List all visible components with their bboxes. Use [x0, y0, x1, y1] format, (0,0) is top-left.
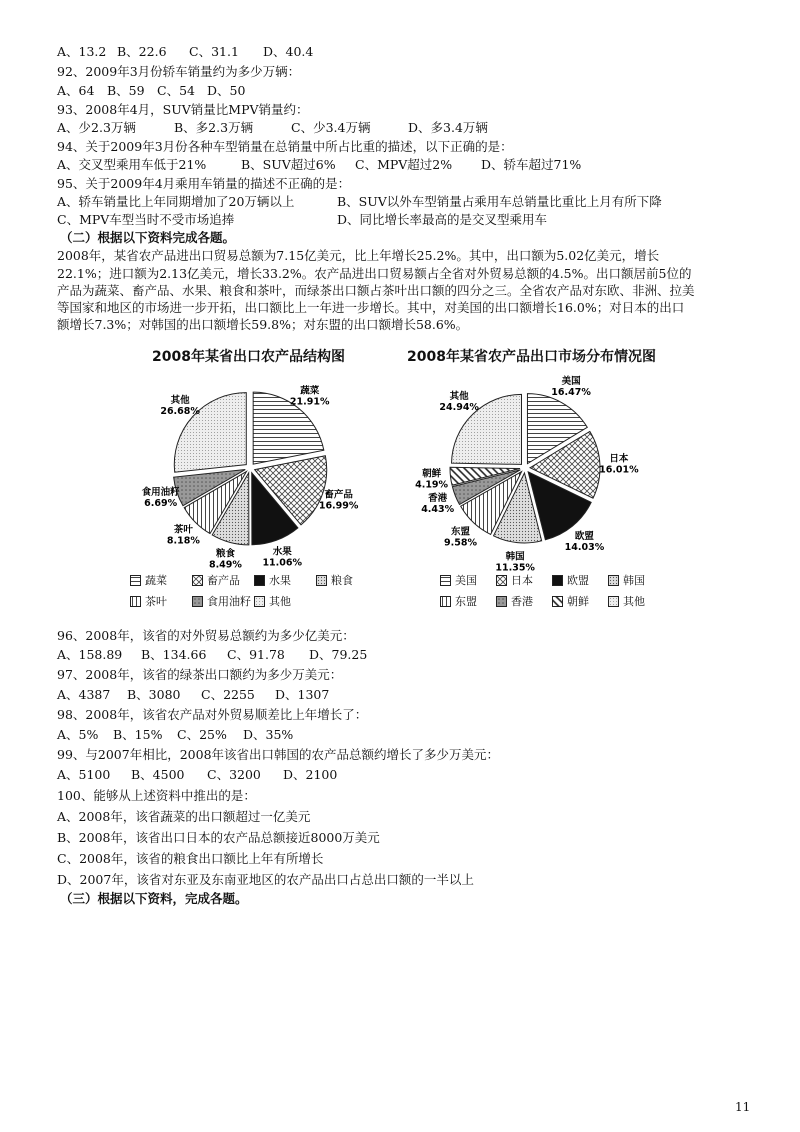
passage-line: 产品为蔬菜、畜产品、水果、粮食和茶叶，而绿茶出口额占茶叶出口额的四分之三。全省农产品对东欧、非洲、拉美 — [57, 283, 695, 298]
option: B、多2.3万辆 — [174, 120, 254, 135]
legend-label: 茶叶 — [145, 595, 167, 608]
legend-swatch — [440, 575, 451, 586]
chart-title: 2008年某省农产品出口市场分布情况图 — [407, 349, 656, 365]
slice-value-label: 6.69% — [144, 498, 178, 510]
legend-swatch — [130, 575, 141, 586]
option: C、25% — [177, 727, 227, 742]
slice-category-label: 欧盟 — [574, 530, 594, 542]
legend-item — [440, 572, 477, 588]
product-structure-pie-chart — [120, 368, 400, 578]
legend-label: 朝鲜 — [567, 595, 589, 608]
legend-swatch — [254, 596, 265, 607]
slice-value-label: 4.19% — [415, 479, 449, 491]
option: C、2255 — [201, 687, 255, 702]
legend-item — [496, 572, 533, 588]
option: B、2008年，该省出口日本的农产品总额接近8000万美元 — [57, 830, 380, 845]
slice-value-label: 11.35% — [495, 562, 535, 574]
slice-category-label: 粮食 — [215, 548, 235, 560]
slice-value-label: 16.47% — [551, 387, 591, 399]
option: B、15% — [113, 727, 163, 742]
option: D、40.4 — [263, 44, 314, 59]
passage-line: 22.1%；进口额为2.13亿美元，增长33.2%。农产品进出口贸易额占全省对外贸易总额的4.5%。出口额居前5位的 — [57, 266, 692, 281]
option: C、少3.4万辆 — [291, 120, 371, 135]
legend-label: 东盟 — [455, 595, 477, 608]
option: D、同比增长率最高的是交叉型乘用车 — [337, 212, 548, 227]
option: A、交叉型乘用车低于21% — [57, 157, 207, 172]
option: B、22.6 — [117, 44, 167, 59]
option: C、2008年，该省的粮食出口额比上年有所增长 — [57, 851, 324, 866]
legend-swatch — [440, 596, 451, 607]
question-92: 92、2009年3月份轿车销量约为多少万辆： — [57, 64, 301, 79]
option: A、64 — [57, 83, 95, 98]
option: B、134.66 — [141, 647, 207, 662]
legend-item — [316, 572, 353, 588]
legend-swatch — [608, 596, 619, 607]
chart-title: 2008年某省出口农产品结构图 — [152, 349, 345, 365]
option: A、5100 — [57, 767, 111, 782]
option: C、3200 — [207, 767, 261, 782]
section-heading-2: （二）根据以下资料完成各题。 — [60, 230, 236, 245]
slice-value-label: 26.68% — [160, 406, 200, 418]
chart-legend — [440, 572, 670, 612]
option: B、SUV超过6% — [241, 157, 336, 172]
slice-value-label: 16.99% — [318, 500, 359, 512]
legend-item — [552, 593, 589, 609]
q95-options-row1 — [57, 194, 662, 210]
legend-item — [254, 593, 291, 609]
slice-category-label: 畜产品 — [324, 489, 353, 501]
slice-category-label: 东盟 — [451, 526, 471, 538]
legend-swatch — [192, 575, 203, 586]
slice-category-label: 其他 — [170, 395, 190, 407]
legend-label: 水果 — [269, 574, 291, 587]
slice-value-label: 8.49% — [208, 559, 242, 571]
legend-swatch — [552, 596, 563, 607]
option: A、4387 — [57, 687, 111, 702]
slice-value-label: 11.06% — [262, 557, 303, 569]
slice-value-label: 16.01% — [599, 464, 639, 476]
legend-label: 蔬菜 — [145, 574, 167, 587]
slice-value-label: 24.94% — [439, 401, 479, 413]
legend-label: 食用油籽 — [207, 595, 251, 608]
option: C、54 — [157, 83, 195, 98]
passage-line: 额增长7.3%；对韩国的出口额增长59.8%；对东盟的出口额增长58.6%。 — [57, 317, 469, 332]
legend-label: 日本 — [511, 574, 533, 587]
legend-swatch — [130, 596, 141, 607]
legend-label: 韩国 — [623, 574, 645, 587]
legend-label: 其他 — [623, 595, 645, 608]
q96-options — [57, 647, 367, 663]
option: D、多3.4万辆 — [408, 120, 488, 135]
option: C、MPV车型当时不受市场追捧 — [57, 212, 235, 227]
slice-category-label: 水果 — [272, 546, 292, 558]
option: D、35% — [243, 727, 294, 742]
q98-options — [57, 727, 293, 743]
legend-swatch — [496, 596, 507, 607]
legend-label: 香港 — [511, 595, 533, 608]
option: D、79.25 — [309, 647, 368, 662]
slice-category-label: 韩国 — [505, 551, 525, 563]
option: D、2100 — [283, 767, 338, 782]
q94-options — [57, 157, 581, 173]
legend-label: 畜产品 — [207, 574, 240, 587]
slice-value-label: 21.91% — [289, 396, 330, 408]
legend-label: 粮食 — [331, 574, 353, 587]
legend-swatch — [608, 575, 619, 586]
q91-options — [57, 44, 313, 60]
legend-item — [440, 593, 477, 609]
legend-item — [608, 593, 645, 609]
question-96: 96、2008年，该省的对外贸易总额约为多少亿美元： — [57, 628, 355, 643]
slice-category-label: 蔬菜 — [300, 385, 320, 397]
legend-swatch — [496, 575, 507, 586]
option: C、31.1 — [189, 44, 239, 59]
section-heading-3: （三）根据以下资料，完成各题。 — [60, 891, 248, 906]
slice-value-label: 8.18% — [166, 535, 200, 547]
question-97: 97、2008年，该省的绿茶出口额约为多少万美元： — [57, 667, 343, 682]
option: D、轿车超过71% — [481, 157, 582, 172]
option: A、158.89 — [57, 647, 123, 662]
legend-item — [552, 572, 589, 588]
q99-options — [57, 767, 337, 783]
option: B、59 — [107, 83, 145, 98]
slice-value-label: 4.43% — [421, 503, 455, 515]
question-98: 98、2008年，该省农产品对外贸易顺差比上年增长了： — [57, 707, 368, 722]
option: B、3080 — [127, 687, 181, 702]
option: A、轿车销量比上年同期增加了20万辆以上 — [57, 194, 295, 209]
legend-item — [496, 593, 533, 609]
question-99: 99、与2007年相比，2008年该省出口韩国的农产品总额约增长了多少万美元： — [57, 747, 500, 762]
slice-category-label: 朝鲜 — [422, 468, 442, 480]
page-number: 11 — [735, 1100, 751, 1114]
option: A、13.2 — [57, 44, 107, 59]
option: A、5% — [57, 727, 99, 742]
option: D、2007年，该省对东亚及东南亚地区的农产品出口占总出口额的一半以上 — [57, 872, 474, 887]
export-market-pie-chart — [410, 368, 690, 578]
question-95: 95、关于2009年4月乘用车销量的描述不正确的是： — [57, 176, 351, 191]
passage-line: 2008年，某省农产品进出口贸易总额为7.15亿美元，比上年增长25.2%。其中，出口额为5.02亿美元，增长 — [57, 248, 660, 263]
passage-line: 等国家和地区的市场进一步开拓，出口额比上一年进一步增长。其中，对美国的出口额增长16.0%；对日本的出口 — [57, 300, 685, 315]
legend-item — [254, 572, 291, 588]
question-93: 93、2008年4月，SUV销量比MPV销量约： — [57, 102, 309, 117]
slice-value-label: 9.58% — [444, 537, 478, 549]
legend-label: 其他 — [269, 595, 291, 608]
option: B、SUV以外车型销量占乘用车总销量比重比上月有所下降 — [337, 194, 662, 209]
legend-swatch — [316, 575, 327, 586]
slice-category-label: 香港 — [428, 492, 448, 504]
legend-swatch — [552, 575, 563, 586]
option: C、MPV超过2% — [355, 157, 453, 172]
slice-category-label: 食用油籽 — [141, 487, 180, 499]
option: C、91.78 — [227, 647, 285, 662]
option: A、少2.3万辆 — [57, 120, 136, 135]
q95-options-row2 — [57, 212, 547, 228]
legend-item — [130, 572, 167, 588]
question-94: 94、关于2009年3月份各种车型销量在总销量中所占比重的描述，以下正确的是： — [57, 139, 513, 154]
question-100: 100、能够从上述资料中推出的是： — [57, 788, 256, 803]
legend-swatch — [254, 575, 265, 586]
slice-value-label: 14.03% — [564, 541, 605, 553]
slice-category-label: 日本 — [609, 453, 629, 465]
option: A、2008年，该省蔬菜的出口额超过一亿美元 — [57, 809, 311, 824]
legend-label: 欧盟 — [567, 574, 589, 587]
legend-item — [192, 593, 251, 609]
slice-category-label: 美国 — [561, 376, 581, 388]
legend-item — [192, 572, 240, 588]
legend-item — [608, 572, 645, 588]
slice-category-label: 其他 — [449, 390, 469, 402]
option: D、1307 — [275, 687, 330, 702]
q97-options — [57, 687, 329, 703]
q92-options — [57, 83, 245, 99]
slice-category-label: 茶叶 — [173, 524, 193, 536]
legend-swatch — [192, 596, 203, 607]
chart-legend — [130, 572, 370, 612]
legend-label: 美国 — [455, 574, 477, 587]
q93-options — [57, 120, 488, 136]
option: D、50 — [207, 83, 246, 98]
option: B、4500 — [131, 767, 185, 782]
legend-item — [130, 593, 167, 609]
